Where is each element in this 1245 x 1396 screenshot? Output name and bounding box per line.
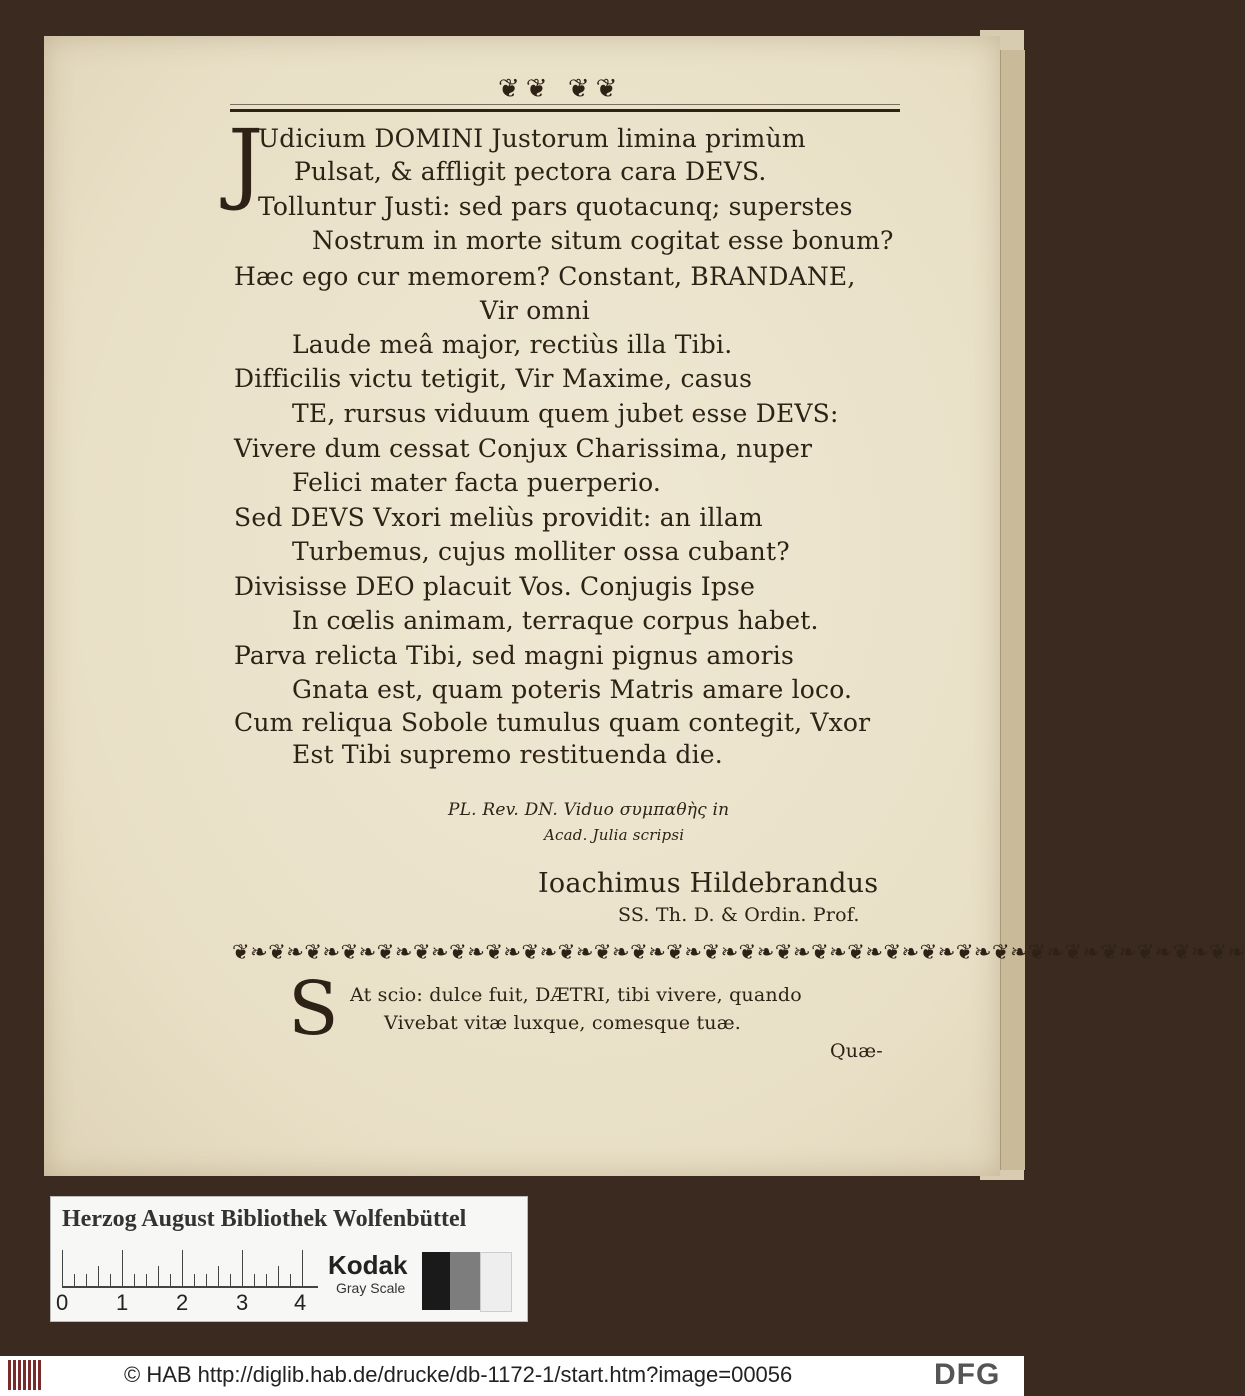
poem-line: Est Tibi supremo restituenda die. [292, 740, 723, 769]
ruler-number: 3 [236, 1290, 249, 1315]
dfg-logo: DFG [934, 1358, 1001, 1391]
header-ornament: ❦❦ ❦❦ [498, 74, 624, 104]
gray-swatch-mid [450, 1252, 480, 1310]
poem-line: Cum reliqua Sobole tumulus quam contegit, Vxor [234, 708, 871, 737]
poem-line: In cœlis animam, terraque corpus habet. [292, 606, 819, 635]
ruler-number: 4 [294, 1290, 307, 1315]
kodak-brand: Kodak [328, 1250, 408, 1280]
drop-cap-j: J [228, 110, 264, 213]
poem-line: Parva relicta Tibi, sed magni pignus amoris [234, 641, 794, 670]
gray-swatch-black [422, 1252, 450, 1310]
ruler-number: 1 [116, 1290, 129, 1315]
ruler-tick [110, 1274, 111, 1286]
ruler-tick [146, 1274, 147, 1286]
poem-line: Udicium DOMINI Justorum limina primùm [258, 124, 806, 153]
ruler-tick [242, 1250, 243, 1286]
ruler-tick [134, 1274, 135, 1286]
poem-line: Sed DEVS Vxori meliùs providit: an illam [234, 503, 763, 532]
signature-name: Ioachimus Hildebrandus [538, 868, 879, 899]
ruler-tick [278, 1266, 279, 1286]
ruler-tick [182, 1250, 183, 1286]
ruler-tick [170, 1274, 171, 1286]
poem-line: Turbemus, cujus molliter ossa cubant? [292, 537, 790, 566]
gray-scale-label: Gray Scale [336, 1280, 406, 1296]
ruler-tick [122, 1250, 123, 1286]
poem-line: Hæc ego cur memorem? Constant, BRANDANE, [234, 262, 856, 291]
poem-line: Nostrum in morte situm cogitat esse bonum? [312, 226, 894, 255]
ruler-tick [302, 1250, 303, 1286]
poem-line: Vir omni [480, 296, 590, 325]
poem-line: Vivere dum cessat Conjux Charissima, nuper [234, 434, 813, 463]
signature-title: SS. Th. D. & Ordin. Prof. [618, 904, 860, 926]
second-poem-line: At scio: dulce fuit, DÆTRI, tibi vivere, quando [350, 984, 802, 1006]
ruler-tick [290, 1274, 291, 1286]
poem-line: Difficilis victu tetigit, Vir Maxime, casus [234, 364, 753, 393]
ruler-number: 0 [56, 1290, 69, 1315]
poem-line: Pulsat, & affligit pectora cara DEVS. [294, 157, 767, 186]
ruler-tick [86, 1274, 87, 1286]
poem-line: Laude meâ major, rectiùs illa Tibi. [292, 330, 733, 359]
cm-ruler [62, 1248, 318, 1288]
poem-line: Divisisse DEO placuit Vos. Conjugis Ipse [234, 572, 756, 601]
ruler-tick [62, 1250, 63, 1286]
ruler-tick [74, 1274, 75, 1286]
decorative-vignette: ❦❧❦❧❦❧❦❧❦❧❦❧❦❧❦❧❦❧❦❧❦❧❦❧❦❧❦❧❦❧❦❧❦❧❦❧❦❧❦❧❦❧❦❧❦❧❦❧❦❧❦❧❦❧❦❧ [232, 940, 1245, 964]
ruler-tick [206, 1274, 207, 1286]
ruler-tick [230, 1274, 231, 1286]
second-poem-line: Vivebat vitæ luxque, comesque tuæ. [384, 1012, 742, 1034]
dedication-line: Acad. Julia scripsi [544, 826, 685, 844]
library-name: Herzog August Bibliothek Wolfenbüttel [62, 1206, 467, 1232]
ruler-tick [218, 1266, 219, 1286]
poem-line: TE, rursus viduum quem jubet esse DEVS: [292, 399, 839, 428]
gray-swatch-light [480, 1252, 512, 1312]
catchword: Quæ- [830, 1040, 883, 1062]
barcode-icon [8, 1360, 46, 1390]
ruler-tick [194, 1274, 195, 1286]
ruler-tick [158, 1266, 159, 1286]
ruler-number: 2 [176, 1290, 189, 1315]
dedication-line: PL. Rev. DN. Viduo συμπαθὴς in [448, 800, 730, 820]
poem-line: Felici mater facta puerperio. [292, 468, 662, 497]
ruler-tick [98, 1266, 99, 1286]
ruler-tick [254, 1274, 255, 1286]
drop-cap-s: S [288, 966, 339, 1052]
poem-line: Gnata est, quam poteris Matris amare loco. [292, 675, 853, 704]
poem-line: Tolluntur Justi: sed pars quotacunq; superstes [258, 192, 853, 221]
footer-copyright-url[interactable]: © HAB http://diglib.hab.de/drucke/db-1172-1/start.htm?image=00056 [124, 1362, 793, 1387]
ruler-tick [266, 1274, 267, 1286]
